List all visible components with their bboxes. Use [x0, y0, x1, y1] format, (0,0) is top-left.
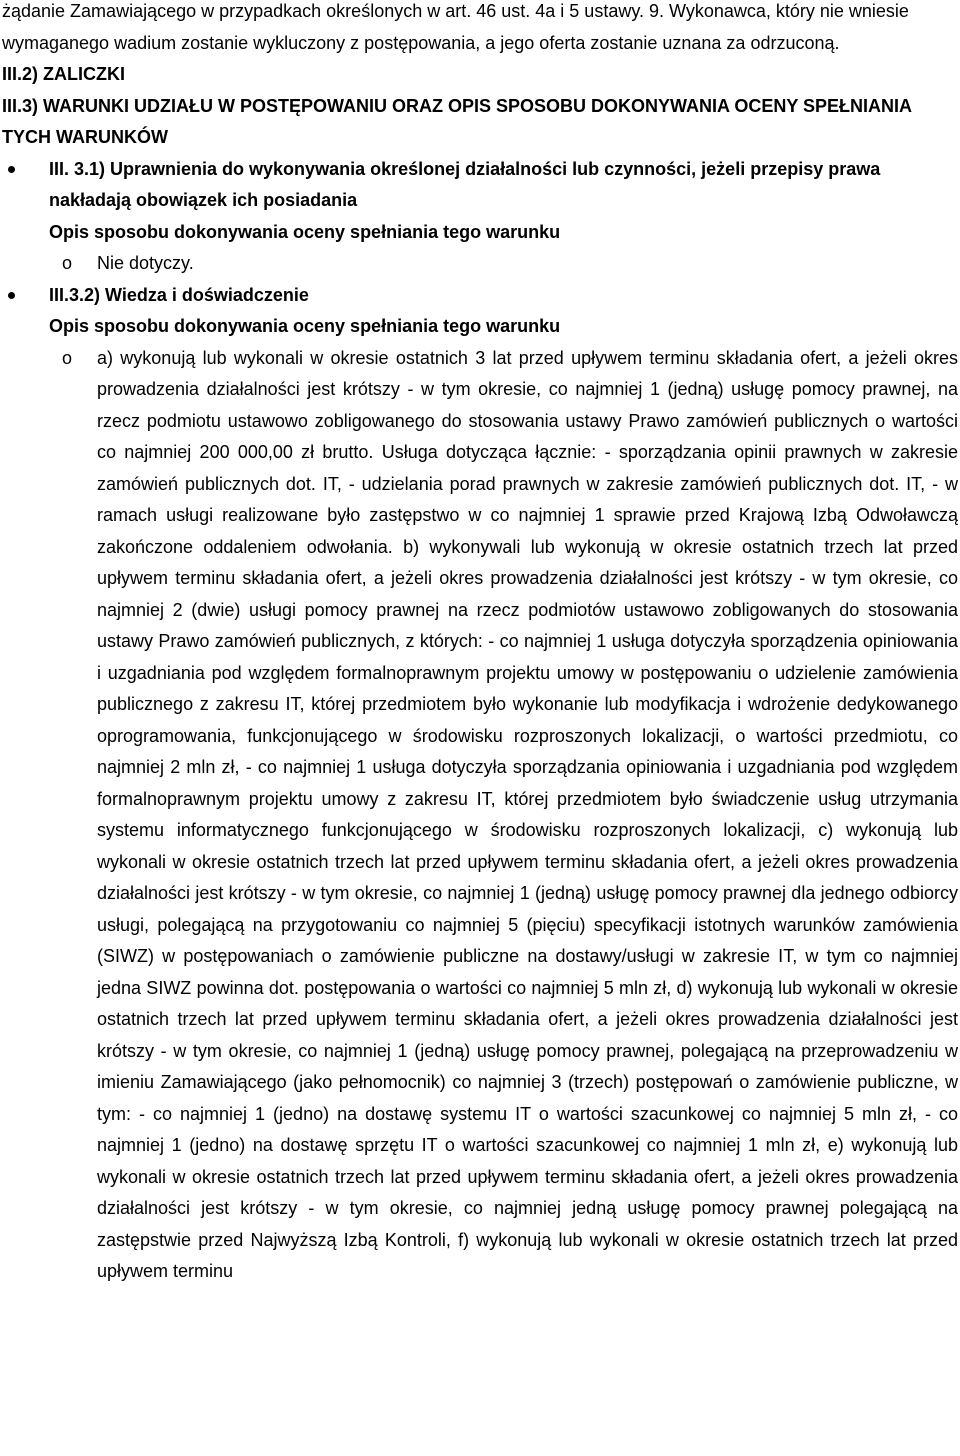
intro-paragraph: żądanie Zamawiającego w przypadkach określonych w art. 46 ust. 4a i 5 ustawy. 9. Wykonawca, który nie wniesie wymaganego wadium zostanie wykluczony z postępowania, a jego oferta zostanie uznana za odrzuconą.: [2, 1, 909, 53]
section-conditions-heading: III.3) WARUNKI UDZIAŁU W POSTĘPOWANIU ORAZ OPIS SPOSOBU DOKONYWANIA OCENY SPEŁNIANIA TYCH WARUNKÓW: [2, 95, 912, 147]
criteria-item: [2, 248, 958, 280]
criteria-list: [2, 248, 958, 280]
bullet-icon: [8, 292, 15, 299]
conditions-list: [2, 154, 958, 1288]
circle-bullet-icon: o: [62, 253, 73, 273]
section-advances-heading: III.2) ZALICZKI: [2, 64, 125, 84]
criteria-list: [2, 343, 958, 1288]
criteria-label: Opis sposobu dokonywania oceny spełniania tego warunku: [49, 316, 561, 336]
criteria-text: Nie dotyczy.: [97, 253, 194, 273]
condition-item-licenses: [2, 154, 958, 280]
circle-bullet-icon: o: [62, 347, 73, 368]
condition-title: III. 3.1) Uprawnienia do wykonywania określonej działalności lub czynności, jeżeli przepisy prawa nakładają obowiązek ich posiadania: [49, 158, 881, 210]
criteria-text: a) wykonują lub wykonali w okresie ostatnich 3 lat przed upływem terminu składania ofert, a jeżeli okres prowadzenia działalności jest krótszy - w tym okresie, co najmniej 1 (jedną) usługę pomocy prawnej, na rzecz podmiotu ustawowo zobligowanego do stosowania ustawy Prawo zamówień publicznych o wartości co najmniej 200 000,00 zł brutto. Usługa dotycząca łącznie: - sporządzania opinii prawnych w zakresie zamówień publicznych dot. IT, - udzielania porad prawnych w zakresie zamówień publicznych dot. IT, - w ramach usługi realizowane było zastępstwo w co najmniej 1 sprawie przed Krajową Izbą Odwoławczą zakończone oddaleniem odwołania. b) wykonywali lub wykonują w okresie ostatnich trzech lat przed upływem terminu składania ofert, a jeżeli okres prowadzenia działalności jest krótszy - w tym okresie, co najmniej 2 (dwie) usługi pomocy prawnej na rzecz podmiotów ustawowo zobligowanych do stosowania ustawy Prawo zamówień publicznych, z których: - co najmniej 1 usługa dotyczyła sporządzenia opiniowania i uzgadniania pod względem formalnoprawnym projektu umowy w postępowaniu o udzielenie zamówienia publicznego z zakresu IT, której przedmiotem było wykonanie lub modyfikacja i wdrożenie dedykowanego oprogramowania, funkcjonującego w środowisku rozproszonych lokalizacji, o wartości przedmiotu, co najmniej 2 mln zł, - co najmniej 1 usługa dotyczyła sporządzania opiniowania i uzgadniania pod względem formalnoprawnym projektu umowy z zakresu IT, której przedmiotem było świadczenie usług utrzymania systemu informatycznego funkcjonującego w środowisku rozproszonych lokalizacji, c) wykonują lub wykonali w okresie ostatnich trzech lat przed upływem terminu składania ofert, a jeżeli okres prowadzenia działalności jest krótszy - w tym okresie, co najmniej 1 (jedną) usługę pomocy prawnej dla jednego odbiorcy usługi, polegającą na przygotowaniu co najmniej 5 (pięciu) specyfikacji istotnych warunków zamówienia (SIWZ) w postępowaniach o zamówienie publiczne na dostawy/usługi w zakresie IT, w tym co najmniej jedna SIWZ powinna dot. postępowania o wartości co najmniej 5 mln zł, d) wykonują lub wykonali w okresie ostatnich trzech lat przed upływem terminu składania ofert, a jeżeli okres prowadzenia działalności jest krótszy - w tym okresie, co najmniej 1 (jedną) usługę pomocy prawnej, polegającą na przeprowadzeniu w imieniu Zamawiającego (jako pełnomocnik) co najmniej 3 (trzech) postępowań o zamówienie publiczne, w tym: - co najmniej 1 (jedno) na dostawę systemu IT o wartości szacunkowej co najmniej 5 mln zł, - co najmniej 1 (jedno) na dostawę sprzętu IT o wartości szacunkowej co najmniej 1 mln zł, e) wykonują lub wykonali w okresie ostatnich trzech lat przed upływem terminu składania ofert, a jeżeli okres prowadzenia działalności jest krótszy - w tym okresie, co najmniej jedną usługę pomocy prawnej polegającą na zastępstwie przed Najwyższą Izbą Kontroli, f) wykonują lub wykonali w okresie ostatnich trzech lat przed upływem terminu: [97, 347, 958, 1281]
criteria-label: Opis sposobu dokonywania oceny spełniania tego warunku: [49, 221, 561, 242]
criteria-item: [2, 343, 958, 1288]
condition-title: III.3.2) Wiedza i doświadczenie: [49, 284, 309, 305]
condition-item-experience: [2, 280, 958, 1288]
bullet-icon: [8, 166, 15, 173]
